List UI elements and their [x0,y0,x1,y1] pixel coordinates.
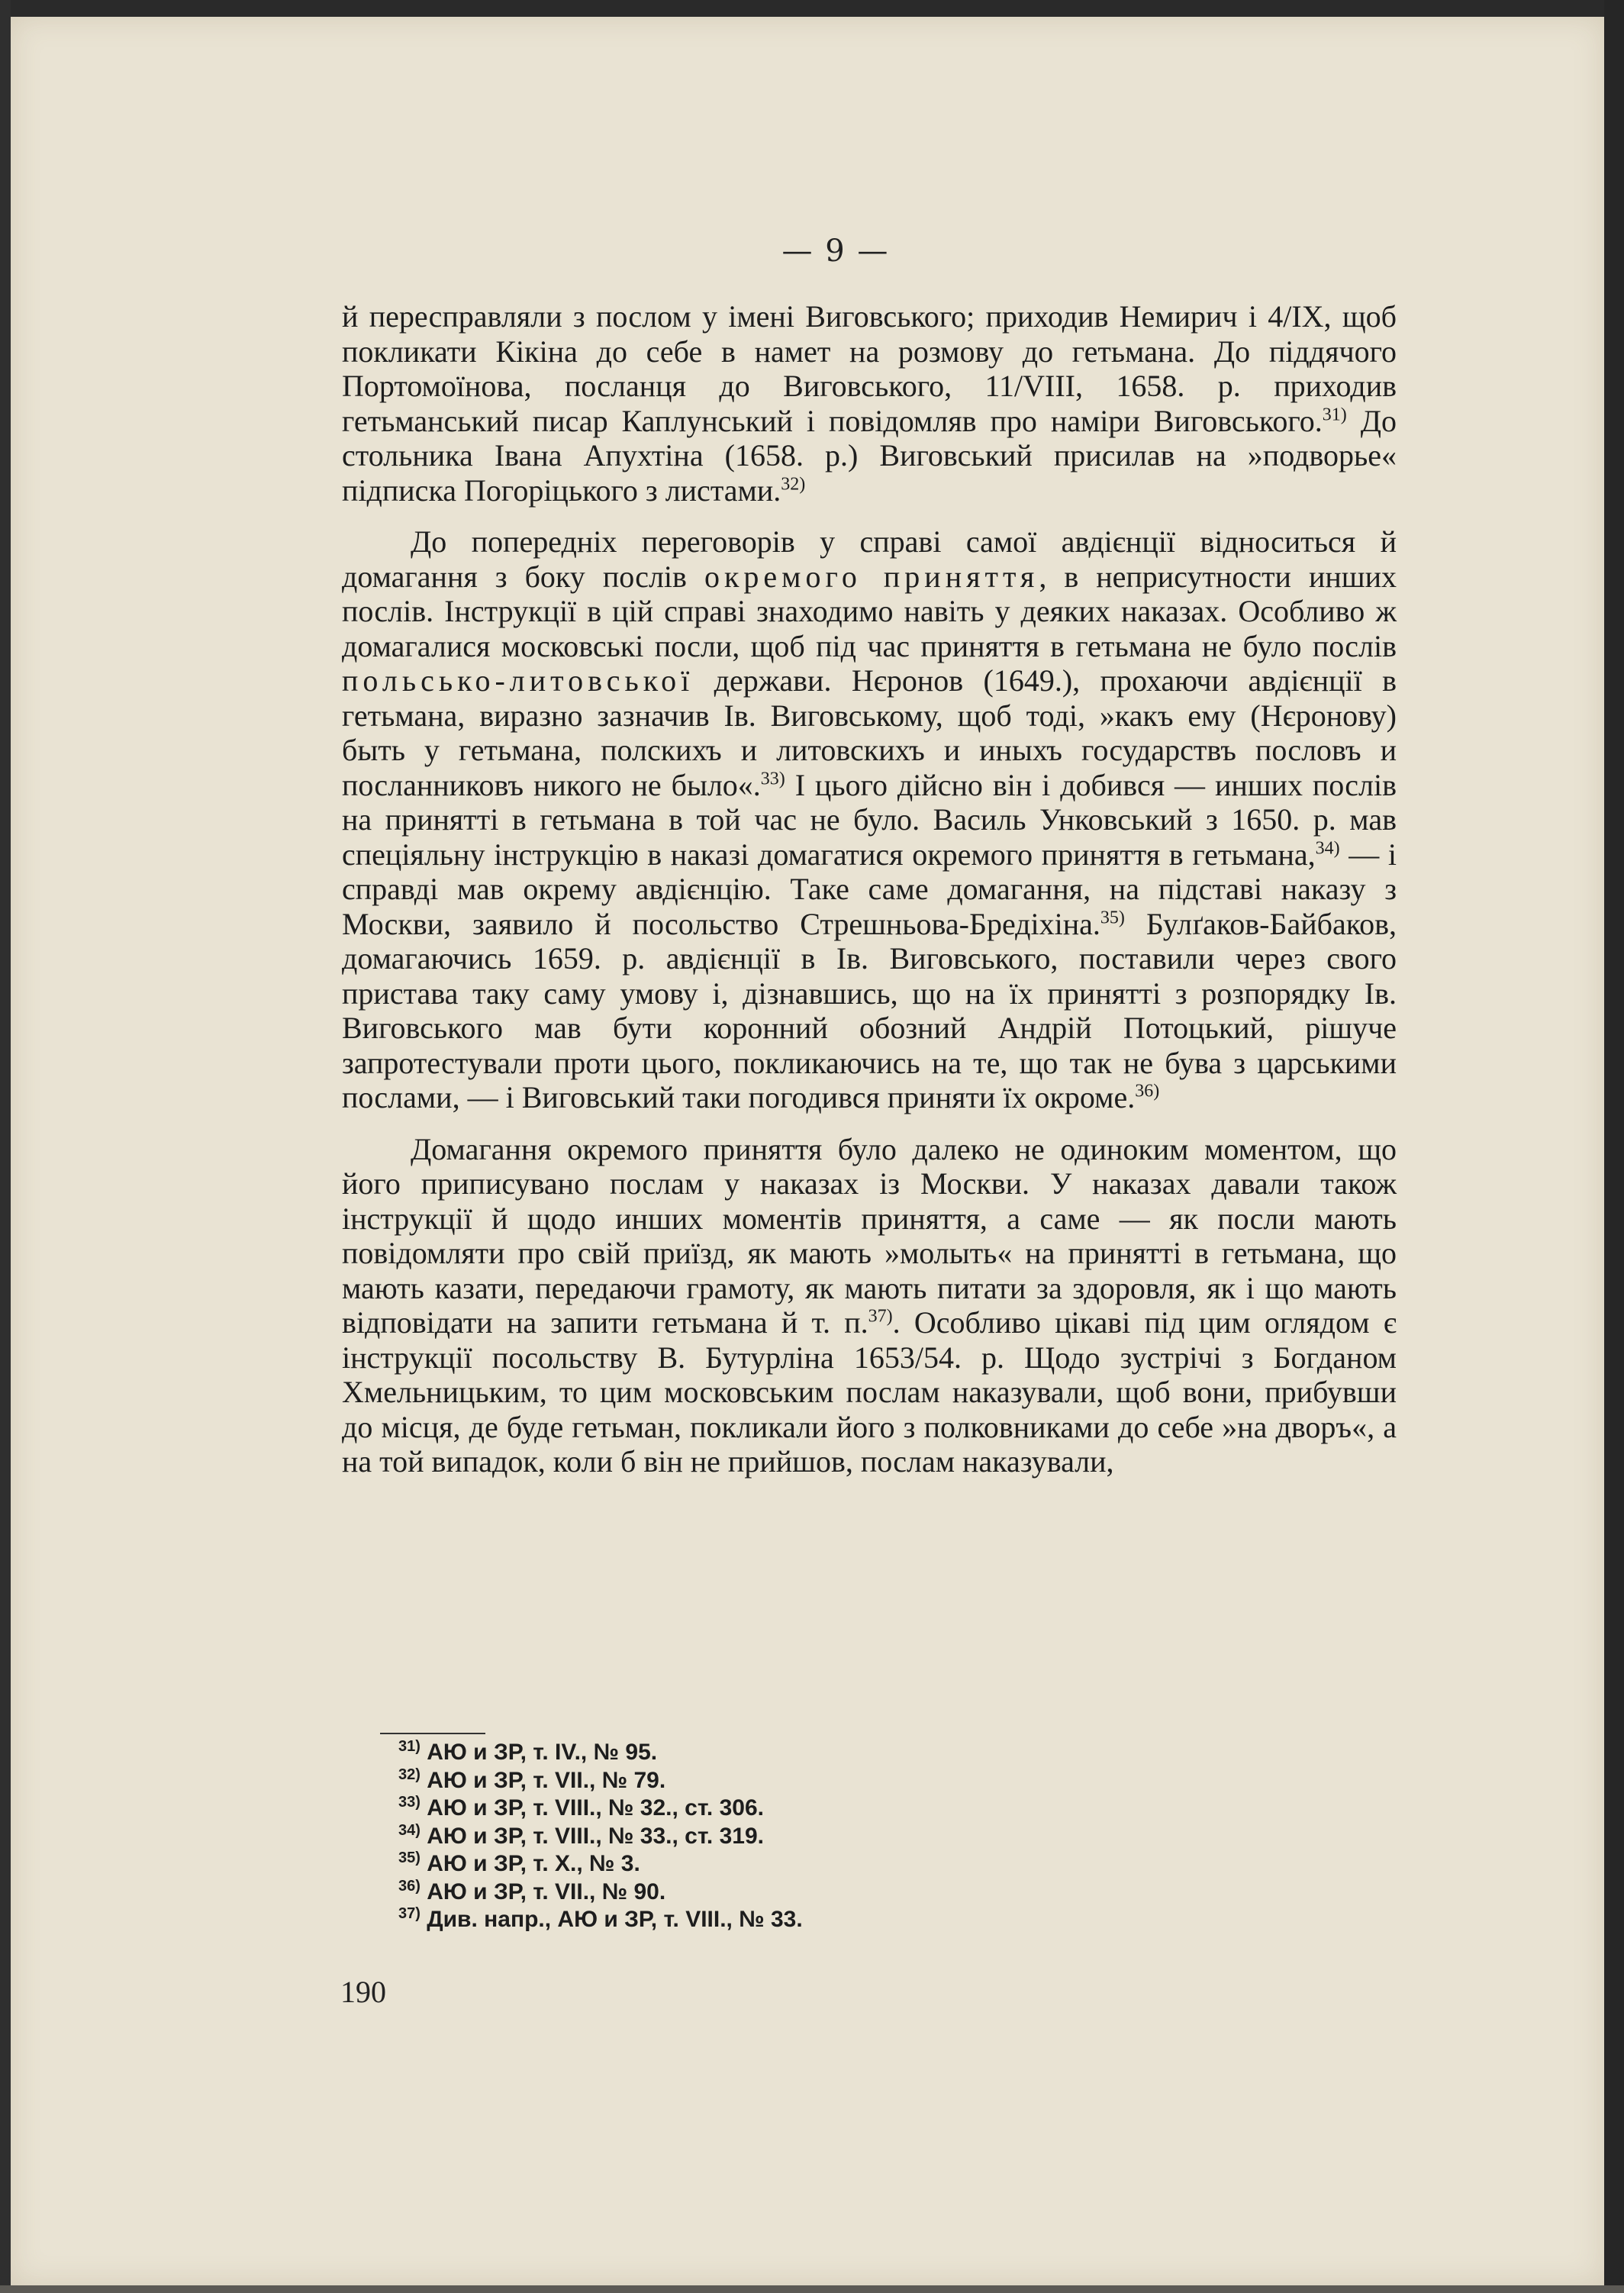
footnote-item [398,1795,803,1823]
paragraph-2-text-a: До попередніх переговорів у справі самої авдієнції відноситься й домагання з боку послів [342,524,1397,594]
footnote-mark: 32) [398,1766,420,1783]
paragraph-2-text-c: держави. Нєронов (1649.), прохаючи авдієнції в гетьмана, виразно зазначив Ів. Виговському, щоб тоді, »какъ ему (Нєронову) быть у гетьмана, полскихъ и литовскихъ и иныхъ государствъ пословъ и посланниковъ никого не было«. [342,663,1397,802]
footnote-item [398,1906,803,1934]
paragraph-2-text-b: , в неприсутности инших послів. Інструкції в цій справі знаходимо навіть у деяких наказах. Особливо ж домагалися московські посли, щоб під час приняття в гетьмана не було послів [342,559,1397,663]
footnote-mark: 34) [398,1821,420,1839]
scan-border-left [0,0,11,2293]
footnote-item [398,1739,803,1767]
footnote-text: АЮ и ЗР, т. VIII., № 33., ст. 319. [420,1823,764,1849]
footnote-ref-31: 31) [1322,405,1347,425]
footnote-ref-33: 33) [760,769,785,789]
footnote-ref-35: 35) [1100,908,1125,928]
scan-border-bottom [0,2285,1624,2293]
footnote-ref-36: 36) [1135,1081,1160,1101]
footnote-mark: 36) [398,1877,420,1895]
footnote-text: АЮ и ЗР, т. X., № 3. [420,1851,640,1876]
footnote-text: АЮ и ЗР, т. VII., № 79. [420,1767,666,1793]
scan-border-top [0,0,1624,17]
footnote-item [398,1767,803,1795]
paragraph-2 [342,524,1397,1115]
footnote-separator [380,1733,485,1734]
footnote-item [398,1879,803,1907]
footnote-mark: 35) [398,1850,420,1866]
footnote-ref-34: 34) [1315,838,1340,859]
footnote-item [398,1850,803,1879]
footnote-ref-32: 32) [781,474,806,495]
paragraph-1-text-b: До стольника Івана Апухтіна (1658. р.) Виговський присилав на »подворье« підписка Погоріцького з листами. [342,403,1397,508]
paragraph-2-text-d: І цього дійсно він і добився — инших послів на принятті в гетьмана в той час не було. Василь Унковський з 1650. р. мав спеціяльну інструкцію в наказі домагатися окремого приняття в гетьмана, [342,767,1397,872]
scan-border-right [1604,0,1624,2293]
page-footer-number: 190 [340,1975,386,2009]
paragraph-1 [342,299,1397,508]
footnotes [398,1739,803,1934]
footnote-text: АЮ и ЗР, т. IV., № 95. [420,1740,658,1765]
paragraph-3-text-b: . Особливо цікаві під цим оглядом є інструкції посольству В. Бутурліна 1653/54. р. Щодо зустрічі з Богданом Хмельницьким, то цим московським послам наказували, щоб вони, прибувши до місця, де буде гетьман, покликали його з полковниками до себе »на дворъ«, а на той випадок, коли б він не прийшов, послам наказували, [342,1305,1397,1479]
footnote-item [398,1823,803,1851]
footnote-text: АЮ и ЗР, т. VIII., № 32., ст. 306. [420,1795,764,1821]
footnote-ref-37: 37) [868,1306,893,1327]
body-text [342,299,1397,1479]
footnote-mark: 37) [398,1905,420,1922]
page-header-number: — 9 — [781,234,890,269]
paragraph-1-text-a: й переспpавляли з послом у імені Виговського; приходив Немирич і 4/IX, щоб покликати Кікіна до себе в намет на розмову до гетьмана. До піддячого Портомоїнова, посланця до Виговського, 11/VIII, 1658. р. приходив гетьманський писар Каплунський і повідомляв про наміри Виговського. [342,299,1397,438]
footnote-mark: 33) [398,1794,420,1811]
paragraph-3-text-a: Домагання окремого приняття було далеко не одиноким моментом, що його приписувано послам у наказах із Москви. У наказах давали також інструкції й щодо инших моментів приняття, а саме — як посли мають повідомляти про свій приїзд, як мають »молыть« на принятті в гетьмана, що мають казати, передаючи грамоту, як мають питати за здоровля, як і що мають відповідати на запити гетьмана й т. п. [342,1131,1397,1340]
footnote-text: АЮ и ЗР, т. VII., № 90. [420,1879,666,1904]
paragraph-2-text-e: — і справді мав окрему авдієнцію. Таке саме домагання, на підставі наказу з Москви, заявило й посольство Стрешньова-Бредіхіна. [342,837,1397,941]
paragraph-2-text-f: Булґаков-Байбаков, домагаючись 1659. р. авдієнції в Ів. Виговського, поставили через свого пристава таку саму умову і, дізнавшись, що на їх принятті з розпорядку Ів. Виговського мав бути коронний обозний Андрій Потоцький, рішуче запротестували проти цього, покликаючись на те, що так не бува з царськими послами, — і Виговський таки погодився приняти їх окроме. [342,906,1397,1114]
paragraph-3 [342,1132,1397,1479]
footnote-text: Див. напр., АЮ и ЗР, т. VIII., № 33. [420,1907,803,1932]
footnote-mark: 31) [398,1738,420,1755]
paragraph-2-spaced-1: окремого приняття [704,559,1039,594]
paragraph-2-spaced-2: польсько-литовської [342,663,694,698]
